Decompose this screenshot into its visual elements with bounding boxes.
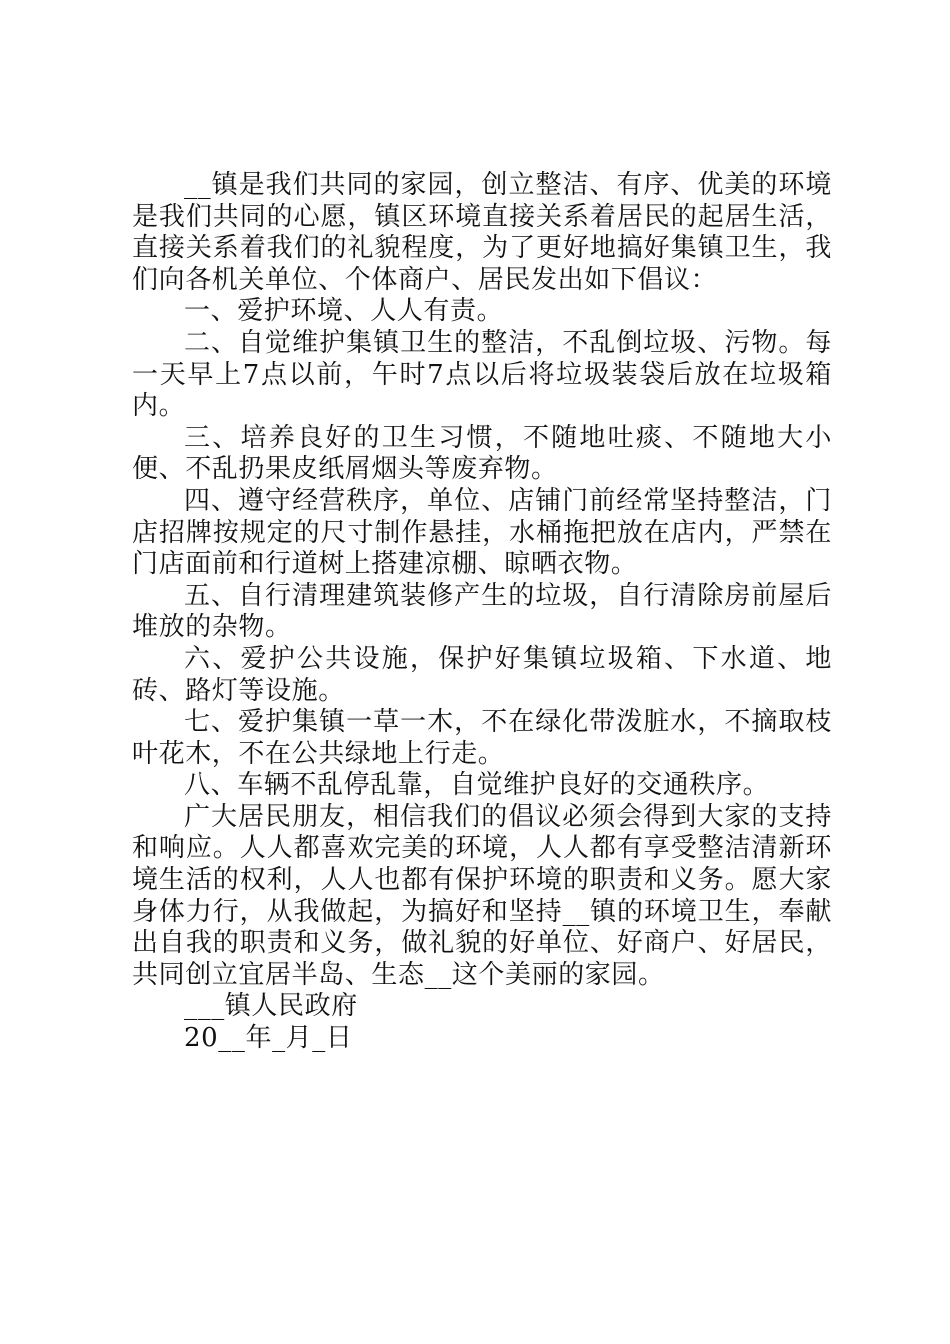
intro-paragraph: __镇是我们共同的家园，创立整洁、有序、优美的环境是我们共同的心愿，镇区环境直接关系着居民的起居生活，直接关系着我们的礼貌程度，为了更好地搞好集镇卫生，我们向各机关单位、个体商户、居民发出如下倡议： [132,170,832,295]
proposal-item-4: 四、遵守经营秩序，单位、店铺门前经常坚持整洁，门店招牌按规定的尺寸制作悬挂，水桶拖把放在店内，严禁在门店面前和行道树上搭建凉棚、晾晒衣物。 [132,485,832,580]
proposal-item-2: 二、自觉维护集镇卫生的整洁，不乱倒垃圾、污物。每一天早上7点以前，午时7点以后将垃圾装袋后放在垃圾箱内。 [132,327,832,422]
proposal-item-7: 七、爱护集镇一草一木，不在绿化带泼脏水，不摘取枝叶花木，不在公共绿地上行走。 [132,707,832,769]
closing-paragraph: 广大居民朋友，相信我们的倡议必须会得到大家的支持和响应。人人都喜欢完美的环境，人人都有享受整洁清新环境生活的权利，人人也都有保护环境的职责和义务。愿大家身体力行，从我做起，为搞好和坚持__镇的环境卫生，奉献出自我的职责和义务，做礼貌的好单位、好商户、好居民，共同创立宜居半岛、生态__这个美丽的家园。 [132,801,832,990]
document-body [132,170,832,1055]
proposal-item-6: 六、爱护公共设施，保护好集镇垃圾箱、下水道、地砖、路灯等设施。 [132,643,832,706]
signature: ___镇人民政府 [184,991,358,1022]
proposal-item-5: 五、自行清理建筑装修产生的垃圾，自行清除房前屋后堆放的杂物。 [132,580,832,643]
proposal-item-1: 一、爱护环境、人人有责。 [184,296,504,327]
date-line: 20__年_月_日 [184,1023,353,1054]
proposal-item-3: 三、培养良好的卫生习惯，不随地吐痰、不随地大小便、不乱扔果皮纸屑烟头等废弃物。 [132,422,832,485]
proposal-item-8: 八、车辆不乱停乱靠，自觉维护良好的交通秩序。 [184,770,770,801]
